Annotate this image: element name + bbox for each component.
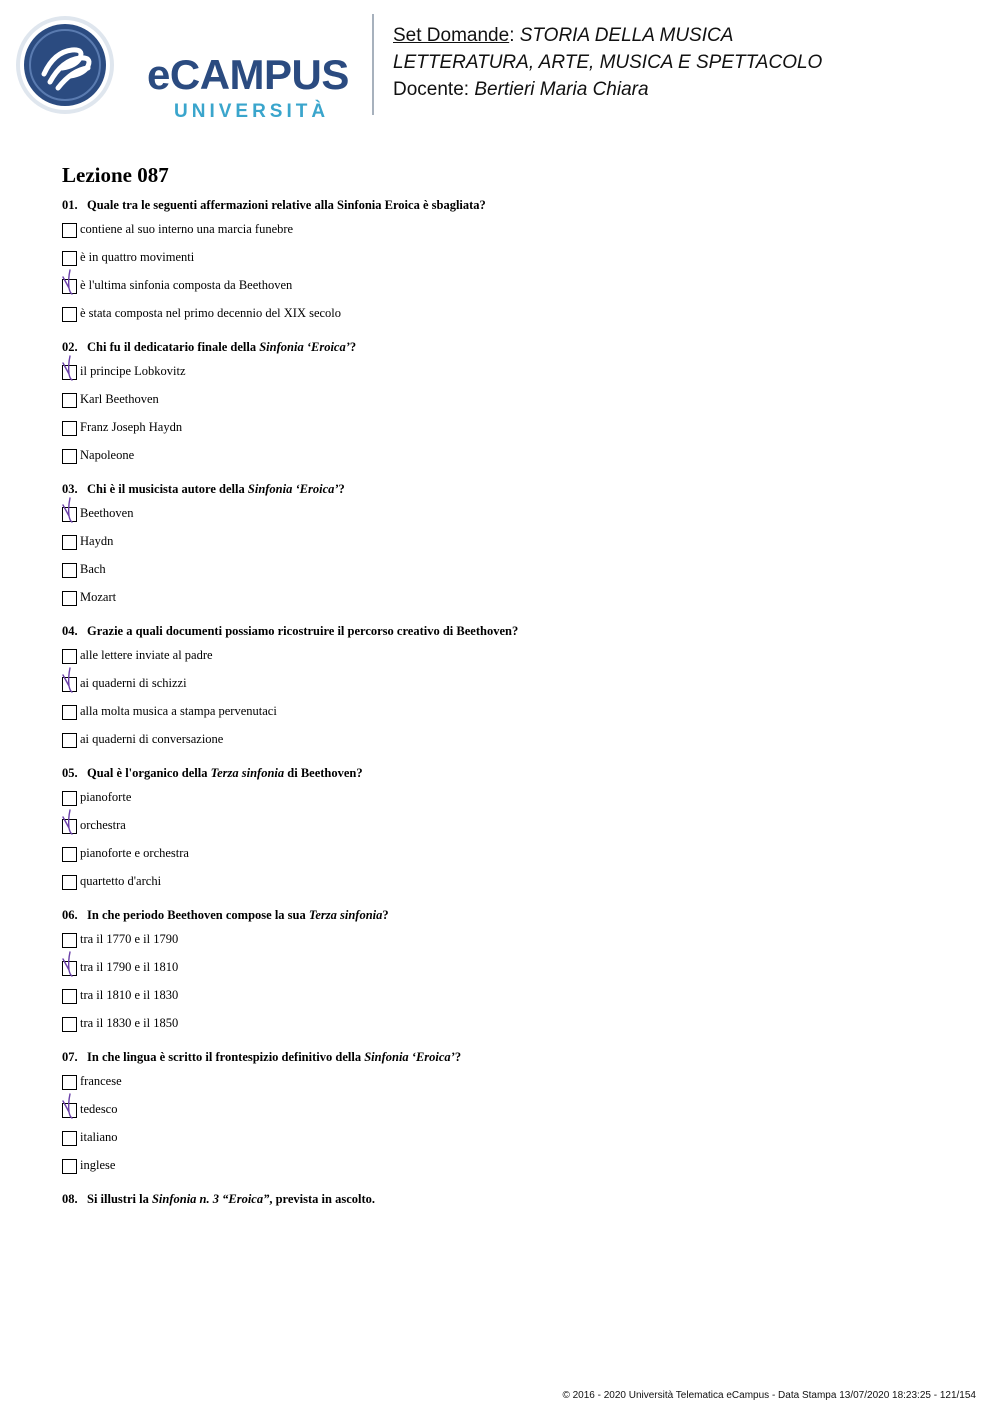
checkbox-icon[interactable] bbox=[62, 393, 77, 408]
question-7 bbox=[62, 1048, 962, 1180]
answer-text: pianoforte e orchestra bbox=[80, 846, 189, 860]
question-text bbox=[62, 764, 962, 782]
question-1 bbox=[62, 196, 962, 328]
question-list bbox=[62, 196, 962, 1218]
answer-text: Bach bbox=[80, 562, 106, 576]
course-header bbox=[393, 22, 983, 103]
answer-option[interactable] bbox=[62, 244, 962, 272]
answer-text: è l'ultima sinfonia composta da Beethoven bbox=[80, 278, 293, 292]
answer-option[interactable] bbox=[62, 840, 962, 868]
answer-option[interactable] bbox=[62, 926, 962, 954]
lesson-title: Lezione 087 bbox=[62, 163, 169, 187]
set-label: Set Domande bbox=[393, 25, 510, 46]
question-text bbox=[62, 1190, 962, 1208]
checkbox-icon[interactable] bbox=[62, 1131, 77, 1146]
question-suffix: ? bbox=[382, 908, 389, 922]
checkbox-icon[interactable] bbox=[62, 1017, 77, 1032]
question-number: 06. bbox=[62, 908, 78, 922]
answer-option[interactable] bbox=[62, 1152, 962, 1180]
question-work-title: Sinfonia n. 3 “Eroica” bbox=[151, 1192, 270, 1206]
question-number: 04. bbox=[62, 624, 78, 638]
question-8 bbox=[62, 1190, 962, 1208]
question-3 bbox=[62, 480, 962, 612]
question-prefix: In che lingua è scritto il frontespizio definitivo della bbox=[87, 1050, 365, 1064]
answer-text: Mozart bbox=[80, 590, 117, 604]
answer-option[interactable] bbox=[62, 500, 962, 528]
answer-text: tra il 1810 e il 1830 bbox=[80, 988, 179, 1002]
answer-option[interactable] bbox=[62, 784, 962, 812]
question-number: 07. bbox=[62, 1050, 78, 1064]
brand-subtitle: UNIVERSITÀ bbox=[174, 101, 330, 122]
answer-text: Franz Joseph Haydn bbox=[80, 420, 183, 434]
answer-text: Napoleone bbox=[80, 448, 135, 462]
answer-text: ai quaderni di schizzi bbox=[80, 676, 187, 690]
answer-text: alla molta musica a stampa pervenutaci bbox=[80, 704, 277, 718]
course-area: LETTERATURA, ARTE, MUSICA E SPETTACOLO bbox=[393, 52, 823, 73]
checkbox-icon[interactable] bbox=[62, 875, 77, 890]
question-work-title: Sinfonia ‘Eroica’ bbox=[259, 340, 350, 354]
answer-text: quartetto d'archi bbox=[80, 874, 162, 888]
answer-text: Karl Beethoven bbox=[80, 392, 159, 406]
question-work-title: Terza sinfonia bbox=[308, 908, 383, 922]
course-line-2 bbox=[393, 49, 983, 76]
answer-text: è in quattro movimenti bbox=[80, 250, 195, 264]
question-work-title: Terza sinfonia bbox=[210, 766, 285, 780]
question-5 bbox=[62, 764, 962, 896]
teacher-label: Docente: bbox=[393, 79, 470, 100]
question-suffix: ? bbox=[349, 340, 357, 354]
question-number: 03. bbox=[62, 482, 78, 496]
question-number: 01. bbox=[62, 198, 78, 212]
answer-option[interactable] bbox=[62, 442, 962, 470]
question-text bbox=[62, 622, 962, 640]
answer-option[interactable] bbox=[62, 386, 962, 414]
checkbox-icon[interactable] bbox=[62, 989, 77, 1004]
answer-option[interactable] bbox=[62, 272, 962, 300]
answer-text: Beethoven bbox=[80, 506, 134, 520]
question-text bbox=[62, 906, 962, 924]
question-text bbox=[62, 480, 962, 498]
question-4 bbox=[62, 622, 962, 754]
answer-text: il principe Lobkovitz bbox=[80, 364, 186, 378]
handwritten-check-icon bbox=[60, 355, 80, 381]
question-prefix: Grazie a quali documenti possiamo ricostruire il percorso creativo di Beethoven? bbox=[87, 624, 519, 638]
question-work-title: Sinfonia ‘Eroica’ bbox=[364, 1050, 455, 1064]
checkbox-icon[interactable] bbox=[62, 933, 77, 948]
answer-option[interactable] bbox=[62, 812, 962, 840]
answer-option[interactable] bbox=[62, 1010, 962, 1038]
handwritten-check-icon bbox=[60, 951, 80, 977]
checkbox-icon[interactable] bbox=[62, 223, 77, 238]
answer-option[interactable] bbox=[62, 982, 962, 1010]
teacher-name: Bertieri Maria Chiara bbox=[474, 79, 649, 100]
answer-text: tedesco bbox=[80, 1102, 118, 1116]
answer-text: italiano bbox=[80, 1130, 118, 1144]
answer-option[interactable] bbox=[62, 698, 962, 726]
question-number: 08. bbox=[62, 1192, 78, 1206]
checkbox-icon[interactable] bbox=[62, 791, 77, 806]
answer-option[interactable] bbox=[62, 358, 962, 386]
answer-text: tra il 1790 e il 1810 bbox=[80, 960, 179, 974]
course-title: STORIA DELLA MUSICA bbox=[519, 25, 734, 46]
checkbox-icon[interactable] bbox=[62, 421, 77, 436]
brand-name: eCAMPUS bbox=[147, 51, 349, 98]
checkbox-icon[interactable] bbox=[62, 649, 77, 664]
answer-option[interactable] bbox=[62, 670, 962, 698]
checkbox-icon[interactable] bbox=[62, 449, 77, 464]
question-prefix: In che periodo Beethoven compose la sua bbox=[87, 908, 309, 922]
question-number: 02. bbox=[62, 340, 78, 354]
question-prefix: Chi è il musicista autore della bbox=[87, 482, 248, 496]
answer-option[interactable] bbox=[62, 414, 962, 442]
ecampus-logo bbox=[14, 14, 354, 122]
answer-text: pianoforte bbox=[80, 790, 132, 804]
question-prefix: Chi fu il dedicatario finale della bbox=[87, 340, 260, 354]
answer-text: tra il 1830 e il 1850 bbox=[80, 1016, 179, 1030]
question-text bbox=[62, 338, 962, 356]
ecampus-logo-icon bbox=[14, 14, 118, 116]
checkbox-icon[interactable] bbox=[62, 705, 77, 720]
checkbox-icon[interactable] bbox=[62, 591, 77, 606]
question-suffix: , prevista in ascolto. bbox=[269, 1192, 376, 1206]
question-prefix: Quale tra le seguenti affermazioni relative alla Sinfonia Eroica è sbagliata? bbox=[87, 198, 486, 212]
handwritten-check-icon bbox=[60, 269, 80, 295]
handwritten-check-icon bbox=[60, 667, 80, 693]
question-text bbox=[62, 196, 962, 214]
handwritten-check-icon bbox=[60, 809, 80, 835]
checkbox-icon[interactable] bbox=[62, 847, 77, 862]
question-prefix: Qual è l'organico della bbox=[87, 766, 211, 780]
answer-option[interactable] bbox=[62, 556, 962, 584]
question-suffix: ? bbox=[338, 482, 345, 496]
answer-option[interactable] bbox=[62, 1124, 962, 1152]
answer-text: tra il 1770 e il 1790 bbox=[80, 932, 179, 946]
question-2 bbox=[62, 338, 962, 470]
answer-option[interactable] bbox=[62, 868, 962, 896]
course-line-3 bbox=[393, 76, 983, 103]
answer-text: inglese bbox=[80, 1158, 116, 1172]
answer-text: alle lettere inviate al padre bbox=[80, 648, 213, 662]
course-line-1: Set Domande: STORIA DELLA MUSICA bbox=[393, 25, 734, 46]
answer-text: Haydn bbox=[80, 534, 114, 548]
question-work-title: Sinfonia ‘Eroica’ bbox=[247, 482, 339, 496]
answer-option[interactable] bbox=[62, 642, 962, 670]
answer-text: è stata composta nel primo decennio del XIX secolo bbox=[80, 306, 342, 320]
question-suffix: ? bbox=[454, 1050, 462, 1064]
handwritten-check-icon bbox=[60, 1093, 80, 1119]
answer-text: ai quaderni di conversazione bbox=[80, 732, 224, 746]
answer-option[interactable] bbox=[62, 726, 962, 754]
answer-option[interactable] bbox=[62, 584, 962, 612]
answer-text: orchestra bbox=[80, 818, 126, 832]
checkbox-icon[interactable] bbox=[62, 1159, 77, 1174]
answer-option[interactable] bbox=[62, 1068, 962, 1096]
answer-option[interactable] bbox=[62, 216, 962, 244]
answer-text: francese bbox=[80, 1074, 122, 1088]
question-suffix: di Beethoven? bbox=[284, 766, 363, 780]
answer-option[interactable] bbox=[62, 1096, 962, 1124]
answer-option[interactable] bbox=[62, 300, 962, 328]
checkbox-icon[interactable] bbox=[62, 251, 77, 266]
checkbox-icon[interactable] bbox=[62, 535, 77, 550]
checkbox-icon[interactable] bbox=[62, 733, 77, 748]
checkbox-icon[interactable] bbox=[62, 563, 77, 578]
answer-text: contiene al suo interno una marcia funebre bbox=[80, 222, 294, 236]
header-divider bbox=[372, 14, 374, 115]
checkbox-icon[interactable] bbox=[62, 1075, 77, 1090]
answer-option[interactable] bbox=[62, 528, 962, 556]
question-text bbox=[62, 1048, 962, 1066]
page-footer: © 2016 - 2020 Università Telematica eCampus - Data Stampa 13/07/2020 18:23:25 - 121/154 bbox=[562, 1390, 976, 1401]
checkbox-icon[interactable] bbox=[62, 307, 77, 322]
handwritten-check-icon bbox=[60, 497, 80, 523]
question-prefix: Si illustri la bbox=[87, 1192, 152, 1206]
question-number: 05. bbox=[62, 766, 78, 780]
question-6 bbox=[62, 906, 962, 1038]
answer-option[interactable] bbox=[62, 954, 962, 982]
